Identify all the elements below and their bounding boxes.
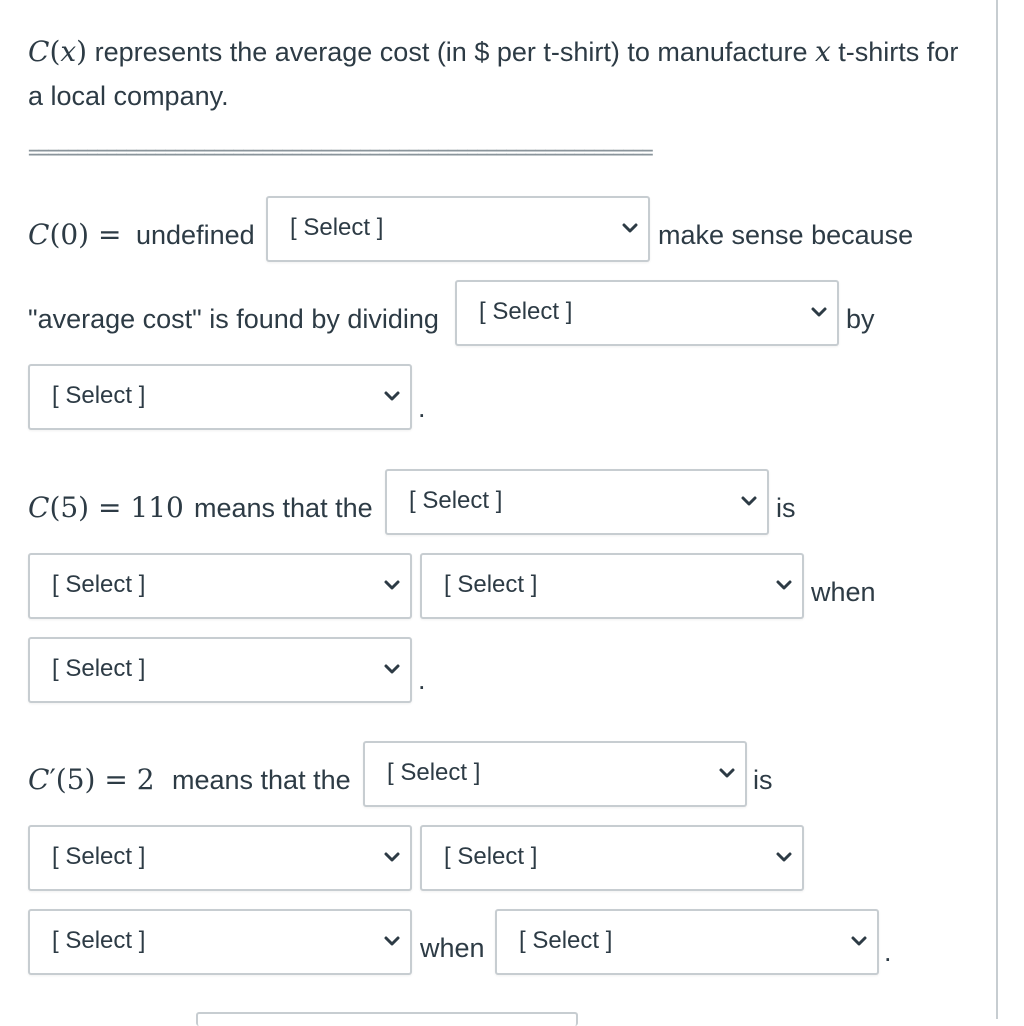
dropdown-value: [ Select ] [52,927,146,954]
chevron-down-icon [739,491,759,511]
dropdown-q3-value[interactable] [28,825,412,891]
dropdown-q1-makes-sense[interactable] [266,196,650,262]
chevron-down-icon [774,847,794,867]
dropdown-q3-when-value[interactable] [495,909,879,975]
dropdown-value: [ Select ] [479,298,573,325]
chevron-down-icon [382,659,402,679]
dropdown-value: [ Select ] [409,487,503,514]
intro-text-2: t-shirts for a local company. [28,37,959,111]
q2-means-text: means that the [194,493,373,523]
chevron-down-icon [620,218,640,238]
q3-period: . [884,937,892,967]
q2-is-text: is [776,493,796,523]
intro-math-func: C(x) [28,35,88,68]
dropdown-q1-denominator[interactable] [28,364,412,430]
dropdown-value: [ Select ] [444,571,538,598]
q1-make-sense-text: make sense because [658,220,914,250]
dropdown-q2-condition[interactable] [28,637,412,703]
chevron-down-icon [382,575,402,595]
intro-text-1: represents the average cost (in $ per t-shirt) to manufacture [94,37,808,67]
chevron-down-icon [774,575,794,595]
chevron-down-icon [849,931,869,951]
dropdown-value: [ Select ] [519,927,613,954]
dropdown-q2-subject[interactable] [385,469,769,535]
chevron-down-icon [382,386,402,406]
dropdown-q2-units[interactable] [420,553,804,619]
separator-line: ================================================================ [28,140,652,164]
q2-math-expression: C(5) = 110 [28,491,184,524]
dropdown-partial-next[interactable] [196,1012,578,1026]
dropdown-value: [ Select ] [52,382,146,409]
intro-math-var: x [814,35,831,68]
chevron-down-icon [382,931,402,951]
chevron-down-icon [809,302,829,322]
q1-period: . [418,393,426,423]
dropdown-value: [ Select ] [444,843,538,870]
dropdown-value: [ Select ] [52,843,146,870]
dropdown-value: [ Select ] [52,571,146,598]
chevron-down-icon [717,763,737,783]
dropdown-q3-subject[interactable] [363,741,747,807]
q3-math-expression: C′(5) = 2 [28,763,155,796]
q3-when-text: when [420,933,485,963]
q1-math-expression: C(0) = [28,218,122,251]
q1-by-text: by [846,304,875,334]
dropdown-q1-numerator[interactable] [455,280,839,346]
dropdown-q3-units[interactable] [420,825,804,891]
question-intro [28,30,968,118]
q1-undefined-text: undefined [136,220,255,250]
q2-when-text: when [811,577,876,607]
q2-period: . [418,665,426,695]
dropdown-value: [ Select ] [290,214,384,241]
dropdown-value: [ Select ] [52,655,146,682]
q3-is-text: is [753,765,773,795]
dropdown-q2-value[interactable] [28,553,412,619]
q3-means-text: means that the [172,765,351,795]
chevron-down-icon [382,847,402,867]
dropdown-q3-condition[interactable] [28,909,412,975]
q1-line2-prefix: "average cost" is found by dividing [28,304,439,334]
dropdown-value: [ Select ] [387,759,481,786]
